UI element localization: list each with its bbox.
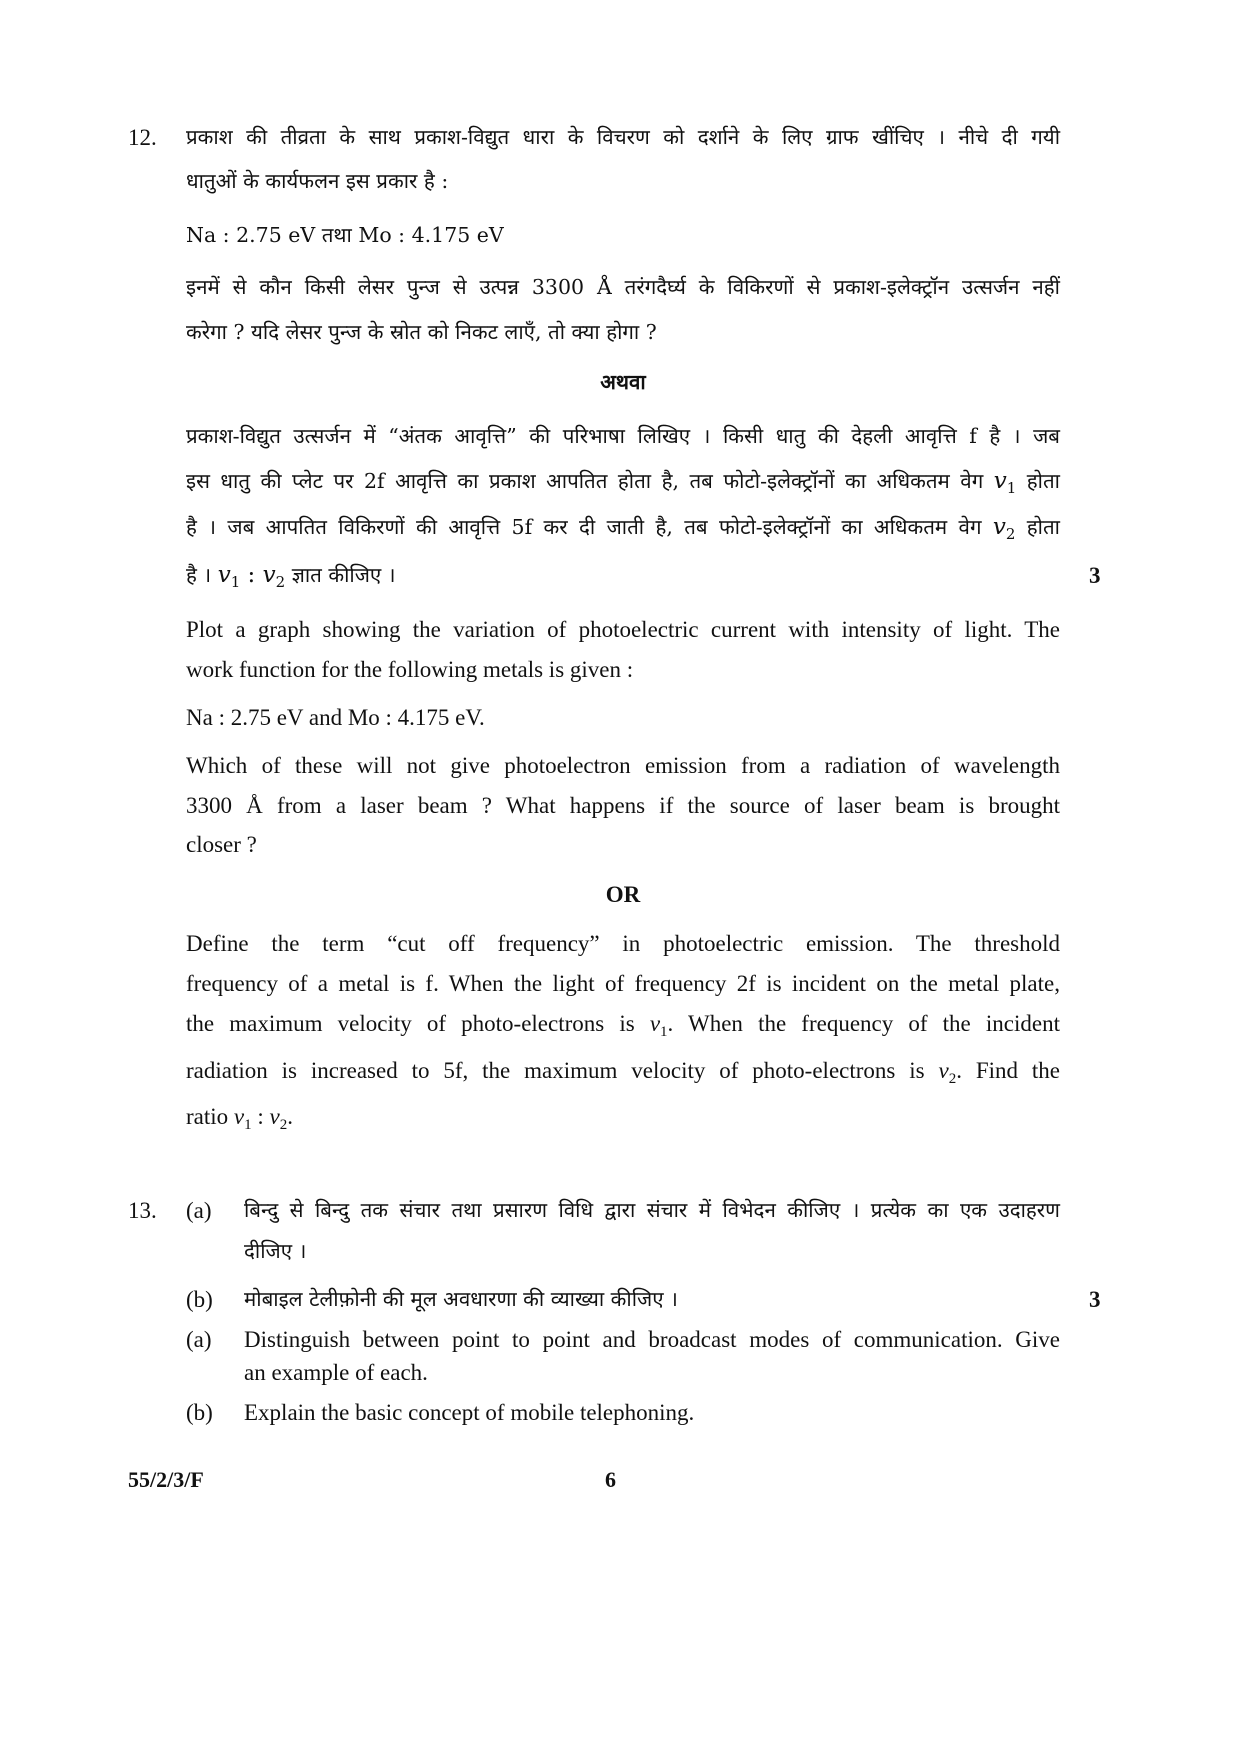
q13-hindi-part-a-line-2: दीजिए । (244, 1239, 307, 1263)
q13-hindi-part-a-line-1: बिन्दु से बिन्दु तक संचार तथा प्रसारण विधि द्वारा संचार में विभेदन कीजिए । प्रत्येक का एक उदाहरण (244, 1198, 1060, 1222)
q13-english-part-a-line-2: an example of each. (244, 1360, 428, 1385)
question-number-12: 12. (128, 125, 157, 150)
q12-or-hindi-line-4: है । $v_1$ : $v_2$ ज्ञात कीजिए । (186, 562, 396, 591)
q12-or-hindi-line-2: इस धातु की प्लेट पर 2f आवृत्ति का प्रकाश आपतित होता है, तब फोटो-इलेक्ट्रॉनों का अधिकतम वेग $v_1$ होता (186, 468, 1060, 497)
or-heading-hindi: अथवा (600, 370, 646, 394)
q12-english-line-1: Plot a graph showing the variation of photoelectric current with intensity of light. The (186, 617, 1060, 642)
q12-or-english-line-2: frequency of a metal is f. When the light of frequency 2f is incident on the metal plate, (186, 971, 1060, 996)
q12-hindi-line-2: धातुओं के कार्यफलन इस प्रकार है : (186, 169, 449, 193)
q13-english-part-a-line-1: Distinguish between point to point and broadcast modes of communication. Give (244, 1327, 1060, 1352)
or-heading-english: OR (605, 882, 641, 907)
q13-english-part-a-label: (a) (186, 1327, 212, 1352)
q12-or-hindi-line-3: है । जब आपतित विकिरणों की आवृत्ति 5f कर दी जाती है, तब फोटो-इलेक्ट्रॉनों का अधिकतम वेग $v_2$ होता (186, 514, 1060, 543)
q12-english-line-4: 3300 Å from a laser beam ? What happens if the source of laser beam is brought (186, 793, 1060, 818)
q12-hindi-work-functions: Na : 2.75 eV तथा Mo : 4.175 eV (186, 223, 504, 247)
paper-code: 55/2/3/F (128, 1467, 204, 1492)
q12-english-work-functions: Na : 2.75 eV and Mo : 4.175 eV. (186, 705, 485, 730)
q13-english-part-b: Explain the basic concept of mobile telephoning. (244, 1400, 695, 1425)
q12-or-hindi-line-1: प्रकाश-विद्युत उत्सर्जन में “अंतक आवृत्ति” की परिभाषा लिखिए । किसी धातु की देहली आवृत्ति f है । जब (186, 424, 1060, 448)
q12-english-line-2: work function for the following metals is given : (186, 657, 634, 682)
q13-english-part-b-label: (b) (186, 1400, 213, 1425)
question-number-13: 13. (128, 1198, 157, 1223)
q12-english-line-3: Which of these will not give photoelectron emission from a radiation of wavelength (186, 753, 1060, 778)
q12-hindi-line-1: प्रकाश की तीव्रता के साथ प्रकाश-विद्युत धारा के विचरण को दर्शाने के लिए ग्राफ खींचिए । नीचे दी गयी (186, 125, 1060, 149)
q12-or-english-line-1: Define the term “cut off frequency” in photoelectric emission. The threshold (186, 931, 1060, 956)
page-number: 6 (605, 1467, 616, 1492)
marks-q13: 3 (1089, 1287, 1101, 1312)
q12-or-english-line-3: the maximum velocity of photo-electrons is $v_1$. When the frequency of the incident (186, 1011, 1060, 1040)
q13-hindi-part-a-label: (a) (186, 1198, 212, 1223)
q12-or-english-line-5: ratio $v_1$ : $v_2$. (186, 1104, 293, 1133)
q12-hindi-line-4: करेगा ? यदि लेसर पुन्ज के स्रोत को निकट लाएँ, तो क्या होगा ? (186, 320, 657, 344)
q12-english-line-5: closer ? (186, 832, 257, 857)
q13-hindi-part-b-label: (b) (186, 1287, 213, 1312)
q12-or-english-line-4: radiation is increased to 5f, the maximum velocity of photo-electrons is $v_2$. Find the (186, 1058, 1061, 1087)
q13-hindi-part-b: मोबाइल टेलीफ़ोनी की मूल अवधारणा की व्याख्या कीजिए । (244, 1287, 678, 1311)
q12-hindi-line-3: इनमें से कौन किसी लेसर पुन्ज से उत्पन्न 3300 Å तरंगदैर्घ्य के विकिरणों से प्रकाश-इलेक्ट्रॉन उत्सर्जन नहीं (186, 275, 1060, 299)
marks-q12: 3 (1089, 563, 1101, 588)
